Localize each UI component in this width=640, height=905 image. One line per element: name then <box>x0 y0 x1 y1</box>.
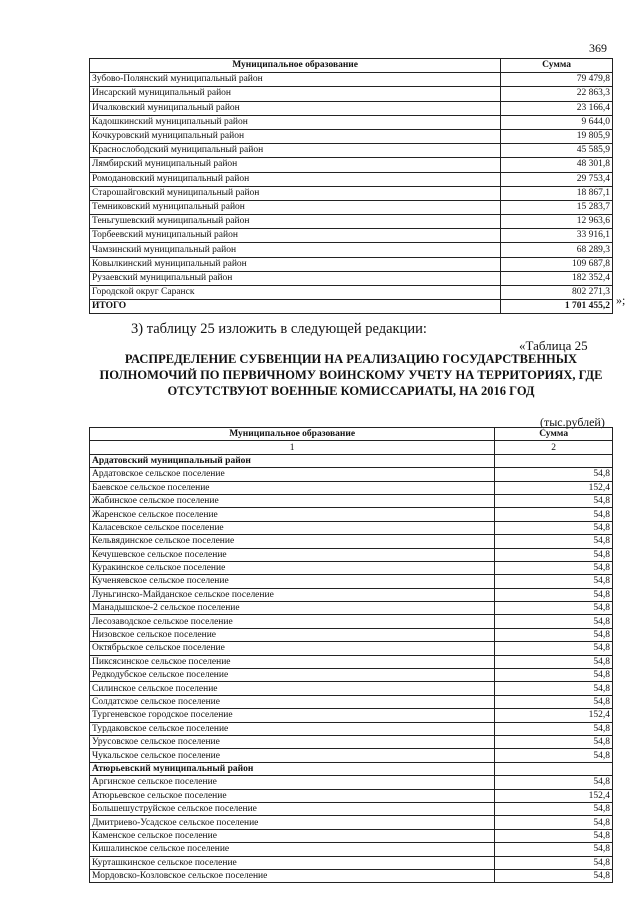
table-row <box>90 508 613 521</box>
sum-value: 109 687,8 <box>501 257 613 271</box>
table-row <box>90 615 613 628</box>
settlement-name: Аргинское сельское поселение <box>90 776 495 789</box>
table-row <box>90 722 613 735</box>
settlement-name: Октябрьское сельское поселение <box>90 642 495 655</box>
settlement-name: Луньгинско-Майданское сельское поселение <box>90 588 495 601</box>
total-row <box>90 300 613 314</box>
municipality-name: Торбеевский муниципальный район <box>90 229 501 243</box>
sum-value: 12 963,6 <box>501 215 613 229</box>
table-row <box>90 215 613 229</box>
sum-value: 54,8 <box>495 575 613 588</box>
settlement-name: Баевское сельское поселение <box>90 481 495 494</box>
table-row <box>90 243 613 257</box>
table-row <box>90 87 613 101</box>
table-caption: «Таблица 25 <box>519 338 588 353</box>
sum-value: 29 753,4 <box>501 172 613 186</box>
sum-value: 54,8 <box>495 508 613 521</box>
settlement-name: Жаренское сельское поселение <box>90 508 495 521</box>
sum-value: 18 867,1 <box>501 186 613 200</box>
settlement-name: Манадышское-2 сельское поселение <box>90 602 495 615</box>
settlement-name: Каласевское сельское поселение <box>90 521 495 534</box>
column-number-2: 2 <box>495 441 613 454</box>
sum-value: 22 863,3 <box>501 87 613 101</box>
table-row <box>90 802 613 815</box>
settlement-name: Солдатское сельское поселение <box>90 695 495 708</box>
table-row <box>90 869 613 882</box>
sum-value: 54,8 <box>495 669 613 682</box>
table-row <box>90 200 613 214</box>
table-row <box>90 789 613 802</box>
header-sum: Сумма <box>495 428 613 441</box>
sum-value: 54,8 <box>495 816 613 829</box>
table-row <box>90 588 613 601</box>
settlement-name: Большешуструйское сельское поселение <box>90 802 495 815</box>
settlement-name: Пиксясинское сельское поселение <box>90 655 495 668</box>
table-row <box>90 481 613 494</box>
settlement-name: Урусовское сельское поселение <box>90 735 495 748</box>
settlement-name: Тургеневское городское поселение <box>90 709 495 722</box>
table-row <box>90 561 613 574</box>
sum-value: 54,8 <box>495 722 613 735</box>
sum-value: 19 805,9 <box>501 129 613 143</box>
sum-value: 79 479,8 <box>501 73 613 87</box>
sum-value: 54,8 <box>495 869 613 882</box>
municipality-name: Теньгушевский муниципальный район <box>90 215 501 229</box>
table-row <box>90 642 613 655</box>
table-header-row <box>90 59 613 73</box>
municipal-sums-table <box>89 58 613 314</box>
table-row <box>90 115 613 129</box>
settlement-name: Кишалинское сельское поселение <box>90 843 495 856</box>
total-sum: 1 701 455,2 <box>501 300 613 314</box>
municipality-name: Лямбирский муниципальный район <box>90 158 501 172</box>
closing-quote: »; <box>616 293 626 307</box>
municipality-name: Ромодановский муниципальный район <box>90 172 501 186</box>
table-header-row <box>90 428 613 441</box>
sum-value: 23 166,4 <box>501 101 613 115</box>
sum-value: 54,8 <box>495 628 613 641</box>
sum-value: 54,8 <box>495 843 613 856</box>
settlement-name: Курташкинское сельское поселение <box>90 856 495 869</box>
municipality-name: Кадошкинский муниципальный район <box>90 115 501 129</box>
sum-value: 54,8 <box>495 602 613 615</box>
table-row <box>90 101 613 115</box>
table-row <box>90 548 613 561</box>
sum-value <box>495 454 613 467</box>
sum-value: 54,8 <box>495 856 613 869</box>
column-numbers-row <box>90 441 613 454</box>
municipality-name: Ковылкинский муниципальный район <box>90 257 501 271</box>
sum-value: 54,8 <box>495 615 613 628</box>
sum-value: 54,8 <box>495 521 613 534</box>
settlement-name: Жабинское сельское поселение <box>90 494 495 507</box>
settlement-name: Ардатовское сельское поселение <box>90 468 495 481</box>
subvention-table <box>89 427 613 883</box>
settlement-name: Чукальское сельское поселение <box>90 749 495 762</box>
settlement-name: Лесозаводское сельское поселение <box>90 615 495 628</box>
settlement-name: Каменское сельское поселение <box>90 829 495 842</box>
municipality-name: Инсарский муниципальный район <box>90 87 501 101</box>
sum-value: 54,8 <box>495 682 613 695</box>
header-municipality: Муниципальное образование <box>90 428 495 441</box>
municipality-name: Зубово-Полянский муниципальный район <box>90 73 501 87</box>
municipality-name: Темниковский муниципальный район <box>90 200 501 214</box>
table-row <box>90 575 613 588</box>
page-number: 369 <box>589 41 607 55</box>
sum-value: 152,4 <box>495 481 613 494</box>
district-group-row <box>90 454 613 467</box>
table-row <box>90 494 613 507</box>
sum-value: 54,8 <box>495 535 613 548</box>
settlement-name: Кученяевское сельское поселение <box>90 575 495 588</box>
table-row <box>90 468 613 481</box>
table-row <box>90 735 613 748</box>
district-group-row <box>90 762 613 775</box>
table-row <box>90 257 613 271</box>
table-row <box>90 709 613 722</box>
table-row <box>90 749 613 762</box>
table-row <box>90 535 613 548</box>
sum-value: 54,8 <box>495 561 613 574</box>
settlement-name: Куракинское сельское поселение <box>90 561 495 574</box>
settlement-name: Мордовско-Козловское сельское поселение <box>90 869 495 882</box>
sum-value <box>495 762 613 775</box>
settlement-name: Редкодубское сельское поселение <box>90 669 495 682</box>
header-sum: Сумма <box>501 59 613 73</box>
table-row <box>90 144 613 158</box>
sum-value: 54,8 <box>495 642 613 655</box>
settlement-name: Кельвядинское сельское поселение <box>90 535 495 548</box>
table-row <box>90 129 613 143</box>
sum-value: 54,8 <box>495 735 613 748</box>
sum-value: 9 644,0 <box>501 115 613 129</box>
settlement-name: Атюрьевское сельское поселение <box>90 789 495 802</box>
settlement-name: Турдаковское сельское поселение <box>90 722 495 735</box>
table-row <box>90 695 613 708</box>
total-label: ИТОГО <box>90 300 501 314</box>
sum-value: 802 271,3 <box>501 286 613 300</box>
table-row <box>90 669 613 682</box>
table-row <box>90 628 613 641</box>
municipality-name: Городской округ Саранск <box>90 286 501 300</box>
table-row <box>90 816 613 829</box>
table-row <box>90 655 613 668</box>
instruction-text: 3) таблицу 25 изложить в следующей редакции: <box>131 321 427 337</box>
column-number-1: 1 <box>90 441 495 454</box>
sum-value: 48 301,8 <box>501 158 613 172</box>
district-name: Атюрьевский муниципальный район <box>90 762 495 775</box>
table-row <box>90 229 613 243</box>
settlement-name: Силинское сельское поселение <box>90 682 495 695</box>
table-row <box>90 73 613 87</box>
table-row <box>90 843 613 856</box>
sum-value: 15 283,7 <box>501 200 613 214</box>
municipality-name: Краснослободский муниципальный район <box>90 144 501 158</box>
sum-value: 54,8 <box>495 588 613 601</box>
document-title: РАСПРЕДЕЛЕНИЕ СУБВЕНЦИИ НА РЕАЛИЗАЦИЮ ГОСУДАРСТВЕННЫХ ПОЛНОМОЧИЙ ПО ПЕРВИЧНОМУ ВОИНСКОМУ УЧЕТУ НА ТЕРРИТОРИЯХ, ГДЕ ОТСУТСТВУЮТ ВОЕННЫЕ КОМИССАРИАТЫ, НА 2016 ГОД <box>99 352 603 398</box>
municipality-name: Старошайговский муниципальный район <box>90 186 501 200</box>
district-name: Ардатовский муниципальный район <box>90 454 495 467</box>
table-row <box>90 776 613 789</box>
sum-value: 45 585,9 <box>501 144 613 158</box>
sum-value: 54,8 <box>495 695 613 708</box>
sum-value: 182 352,4 <box>501 271 613 285</box>
table-row <box>90 271 613 285</box>
sum-value: 68 289,3 <box>501 243 613 257</box>
sum-value: 54,8 <box>495 829 613 842</box>
table-row <box>90 856 613 869</box>
table-row <box>90 158 613 172</box>
municipality-name: Ичалковский муниципальный район <box>90 101 501 115</box>
sum-value: 54,8 <box>495 494 613 507</box>
sum-value: 54,8 <box>495 776 613 789</box>
settlement-name: Низовское сельское поселение <box>90 628 495 641</box>
table-row <box>90 602 613 615</box>
sum-value: 33 916,1 <box>501 229 613 243</box>
table-row <box>90 829 613 842</box>
sum-value: 54,8 <box>495 655 613 668</box>
sum-value: 54,8 <box>495 749 613 762</box>
table-row <box>90 172 613 186</box>
municipality-name: Кочкуровский муниципальный район <box>90 129 501 143</box>
sum-value: 54,8 <box>495 468 613 481</box>
table-row <box>90 521 613 534</box>
sum-value: 54,8 <box>495 802 613 815</box>
municipality-name: Рузаевский муниципальный район <box>90 271 501 285</box>
municipality-name: Чамзинский муниципальный район <box>90 243 501 257</box>
sum-value: 54,8 <box>495 548 613 561</box>
settlement-name: Кечушевское сельское поселение <box>90 548 495 561</box>
settlement-name: Дмитриево-Усадское сельское поселение <box>90 816 495 829</box>
table-row <box>90 186 613 200</box>
units-label: (тыс.рублей) <box>540 415 605 429</box>
sum-value: 152,4 <box>495 789 613 802</box>
table-row <box>90 286 613 300</box>
header-municipality: Муниципальное образование <box>90 59 501 73</box>
table-row <box>90 682 613 695</box>
sum-value: 152,4 <box>495 709 613 722</box>
